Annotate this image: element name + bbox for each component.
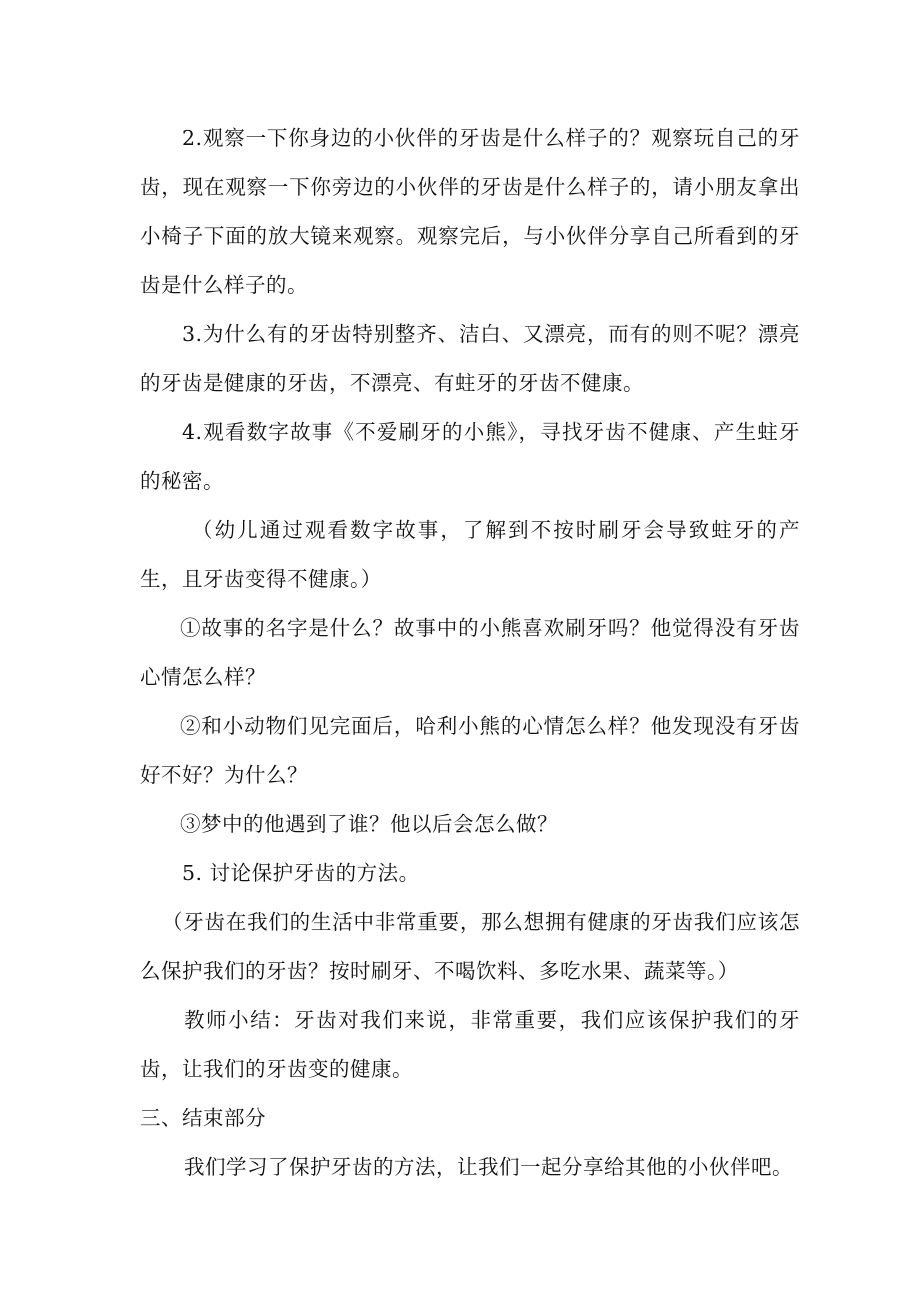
paragraph-question-3: ③梦中的他遇到了谁？他以后会怎么做？ — [180, 812, 558, 836]
paragraph-closing: 我们学习了保护牙齿的方法，让我们一起分享给其他的小伙伴吧。 — [184, 1155, 793, 1179]
paragraph-observe-teeth: 2.观察一下你身边的小伙伴的牙齿是什么样子的？观察玩自己的牙齿，现在观察一下你旁边的小伙伴的牙齿是什么样子的，请小朋友拿出小椅子下面的放大镜来观察。观察完后，与小伙伴分享自己所看到的牙齿是什么样子的。 — [140, 126, 800, 297]
paragraph-question-2: ②和小动物们见完面后，哈利小熊的心情怎么样？他发现没有牙齿好不好？为什么？ — [140, 714, 800, 787]
paragraph-story-note: （幼儿通过观看数字故事，了解到不按时刷牙会导致蛀牙的产生，且牙齿变得不健康。） — [140, 518, 800, 591]
paragraph-teacher-summary: 教师小结：牙齿对我们来说，非常重要，我们应该保护我们的牙齿，让我们的牙齿变的健康。 — [140, 1008, 800, 1081]
paragraph-methods-note: （牙齿在我们的生活中非常重要，那么想拥有健康的牙齿我们应该怎么保护我们的牙齿？按时刷牙、不喝饮料、多吃水果、蔬菜等。） — [140, 910, 800, 983]
section-heading-ending: 三、结束部分 — [140, 1106, 266, 1130]
document-body — [140, 114, 800, 1192]
paragraph-discuss-methods: 5. 讨论保护牙齿的方法。 — [182, 861, 420, 885]
paragraph-why-teeth-differ: 3.为什么有的牙齿特别整齐、洁白、又漂亮，而有的则不呢？漂亮的牙齿是健康的牙齿，不漂亮、有蛀牙的牙齿不健康。 — [140, 322, 800, 395]
paragraph-question-1: ①故事的名字是什么？故事中的小熊喜欢刷牙吗？他觉得没有牙齿心情怎么样？ — [140, 616, 800, 689]
paragraph-digital-story: 4.观看数字故事《不爱刷牙的小熊》，寻找牙齿不健康、产生蛀牙的秘密。 — [140, 420, 800, 493]
